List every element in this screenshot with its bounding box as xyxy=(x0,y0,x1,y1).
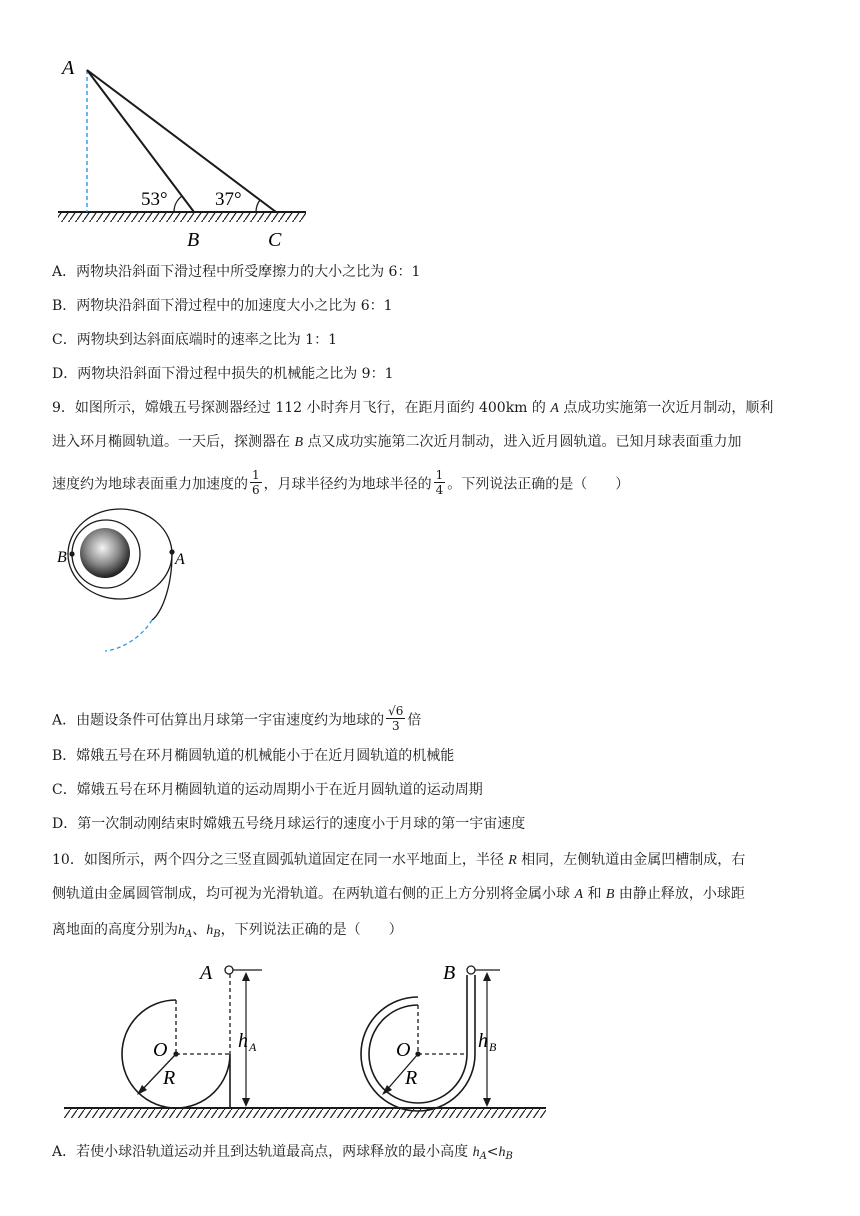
left-ball-label-A: A xyxy=(200,962,213,984)
tracks-diagram xyxy=(64,962,546,1118)
q10-hA-sub: A xyxy=(185,929,193,940)
sqrt-radicand: 6 xyxy=(395,704,404,718)
frac2-den: 4 xyxy=(435,483,444,497)
left-height-arrow-up xyxy=(242,972,250,981)
q10-stem-line2 xyxy=(52,884,745,905)
q9-line3-b: ，月球半径约为地球半径的 xyxy=(263,476,432,493)
q10-line1-b: 相同，左侧轨道由金属凹槽制成，右 xyxy=(516,852,746,868)
q10-line3-b: ，下列说法正确的是（ ） xyxy=(220,922,403,938)
q9-stem-line2 xyxy=(52,432,741,453)
incline-AC xyxy=(87,70,276,212)
transfer-trajectory-dashed xyxy=(105,620,152,651)
q9-line1-b: 点成功实施第一次近月制动，顺利 xyxy=(558,400,774,416)
q9-line1-a: 9．如图所示，嫦娥五号探测器经过 112 小时奔月飞行，在距月面约 400km 的 xyxy=(52,400,551,416)
left-center-O xyxy=(173,1051,178,1056)
q10-optA-hB: h xyxy=(498,1145,506,1160)
q9-option-D: D．第一次制动刚结束时嫦娥五号绕月球运行的速度小于月球的第一宇宙速度 xyxy=(52,816,526,832)
q10-optA-subB: B xyxy=(505,1151,513,1162)
q9-line2-a: 进入环月椭圆轨道。一天后，探测器在 xyxy=(52,434,295,450)
frac1-den: 6 xyxy=(252,483,260,497)
angle-arc-B xyxy=(174,196,182,212)
q10-optA-a: A．若使小球沿轨道运动并且到达轨道最高点，两球释放的最小高度 xyxy=(52,1144,473,1160)
right-label-R: R xyxy=(405,1067,418,1089)
q9-optA-a: A．由题设条件可估算出月球第一宇宙速度约为地球的 xyxy=(52,712,385,729)
left-label-h-sub: A xyxy=(249,1040,257,1054)
q10-optA-lt: < xyxy=(486,1144,499,1160)
q9-stem-line3 xyxy=(52,470,629,499)
angle-arc-C xyxy=(256,200,260,212)
q10-line1-a: 10．如图所示，两个四分之三竖直圆弧轨道固定在同一水平地面上，半径 xyxy=(52,852,509,868)
ball-B xyxy=(467,966,475,974)
q10-hA-h: h xyxy=(178,923,185,938)
fraction-one-sixth xyxy=(250,468,262,497)
sqrt6-num xyxy=(386,704,405,719)
orbit-label-B: B xyxy=(57,549,67,566)
label-B: B xyxy=(187,229,200,251)
q10-line2-mid: 和 xyxy=(583,886,606,902)
ball-A xyxy=(225,966,233,974)
q10-line2-a: 侧轨道由金属圆管制成，均可视为光滑轨道。在两轨道右侧的正上方分别将金属小球 xyxy=(52,886,575,902)
q8-option-B: B．两物块沿斜面下滑过程中的加速度大小之比为 6：1 xyxy=(52,298,393,314)
label-C: C xyxy=(268,229,282,251)
q9-line3-a: 速度约为地球表面重力加速度的 xyxy=(52,476,248,493)
incline-diagram xyxy=(58,57,306,251)
q10-stem-line3 xyxy=(52,920,403,945)
frac2-num: 1 xyxy=(435,468,444,482)
q8-option-A: A．两物块沿斜面下滑过程中所受摩擦力的大小之比为 6：1 xyxy=(52,264,421,280)
q9-line2-b: 点又成功实施第二次近月制动，进入近月圆轨道。已知月球表面重力加 xyxy=(303,434,742,450)
frac1-num: 1 xyxy=(252,468,260,482)
point-B xyxy=(69,551,74,556)
right-height-arrow-down xyxy=(483,1098,491,1107)
q10-optA-hA: h xyxy=(472,1145,480,1160)
q9-line2-B: B xyxy=(294,435,304,450)
q9-optA-b: 倍 xyxy=(407,712,422,729)
ground-hatch-2 xyxy=(64,1108,546,1118)
q10-line3-a: 离地面的高度分别为 xyxy=(52,922,178,938)
right-height-arrow-up xyxy=(483,972,491,981)
right-center-O xyxy=(415,1051,420,1056)
q10-hB-h: h xyxy=(206,923,214,938)
angle-53-label: 53° xyxy=(141,189,168,210)
angle-37-label: 37° xyxy=(215,189,242,210)
q9-stem-line1 xyxy=(52,398,773,419)
sqrt6-den: 3 xyxy=(391,719,400,733)
right-label-h-sub: B xyxy=(489,1040,497,1054)
q9-option-B: B．嫦娥五号在环月椭圆轨道的机械能小于在近月圆轨道的机械能 xyxy=(52,748,455,764)
q10-sep: 、 xyxy=(192,922,207,938)
q10-optA-subA: A xyxy=(479,1151,487,1162)
q10-line2-b: 由静止释放，小球距 xyxy=(614,886,745,902)
label-A: A xyxy=(62,57,75,79)
q10-line2-B: B xyxy=(605,887,615,902)
q10-line2-A: A xyxy=(574,887,584,902)
right-ball-label-B: B xyxy=(443,962,456,984)
sqrt-sign: √ xyxy=(388,704,396,718)
point-A xyxy=(169,549,174,554)
q9-option-C: C．嫦娥五号在环月椭圆轨道的运动周期小于在近月圆轨道的运动周期 xyxy=(52,782,483,798)
q10-stem-line1 xyxy=(52,850,745,871)
left-label-R: R xyxy=(163,1067,176,1089)
fraction-sqrt6-over-3 xyxy=(386,704,405,733)
q10-option-A xyxy=(52,1142,513,1167)
right-label-h: h xyxy=(478,1030,488,1052)
left-height-arrow-down xyxy=(242,1098,250,1107)
q9-line3-c: 。下列说法正确的是（ ） xyxy=(447,476,630,493)
ground-hatch xyxy=(58,212,306,222)
left-label-h: h xyxy=(238,1030,248,1052)
right-label-O: O xyxy=(396,1039,411,1061)
q8-option-C: C．两物块到达斜面底端时的速率之比为 1：1 xyxy=(52,332,337,348)
orbit-label-A: A xyxy=(175,551,185,568)
q9-option-A xyxy=(52,706,421,735)
moon xyxy=(80,528,130,578)
q10-line1-R: R xyxy=(508,853,517,868)
right-track-inner xyxy=(369,975,467,1103)
orbit-diagram xyxy=(57,509,185,651)
q10-hB-sub: B xyxy=(213,929,221,940)
fraction-one-quarter xyxy=(434,468,446,497)
q9-line1-A: A xyxy=(550,401,559,416)
left-label-O: O xyxy=(153,1039,168,1061)
q8-option-D: D．两物块沿斜面下滑过程中损失的机械能之比为 9：1 xyxy=(52,366,394,382)
